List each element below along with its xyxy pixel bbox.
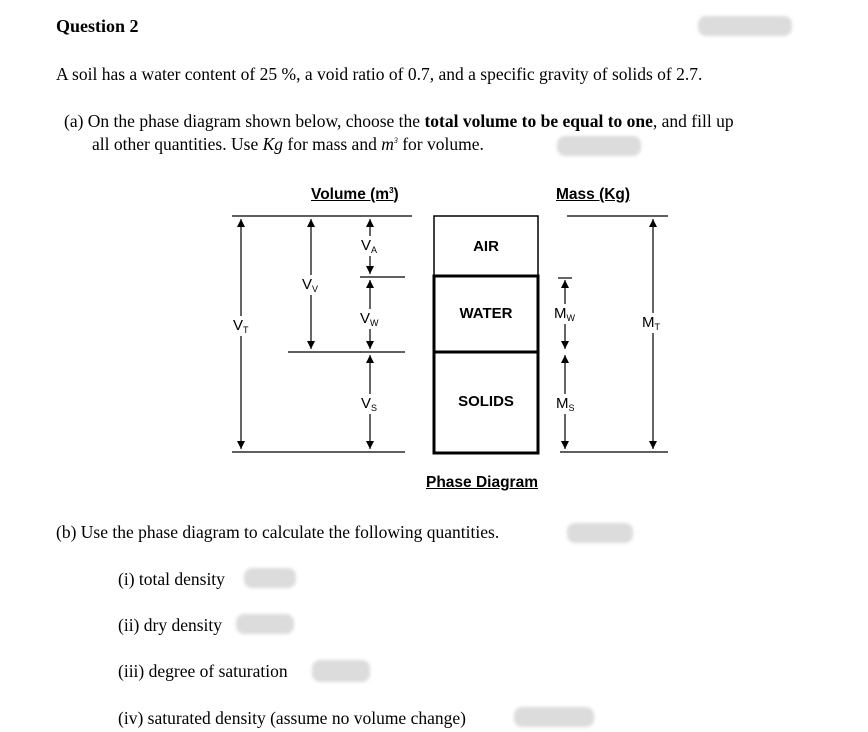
redaction-mark [236, 614, 294, 634]
va-label: $V_A$ [361, 237, 378, 255]
mw-label: $M_W$ [554, 305, 575, 323]
vs-label: $V_S$ [361, 395, 378, 413]
mt-label: $M_T$ [642, 314, 660, 332]
solids-label: SOLIDS [458, 393, 514, 410]
redaction-mark [312, 660, 370, 682]
part-a-line1: (a) On the phase diagram shown below, choose the total volume to be equal to one, and fill up [64, 111, 734, 131]
question-title: Question 2 [56, 16, 139, 36]
redaction-mark [514, 707, 594, 727]
part-b-item: (iii) degree of saturation [118, 661, 288, 681]
part-b-item: (i) total density [118, 569, 225, 589]
mass-header: Mass (Kg) [556, 186, 631, 203]
diagram-caption: Phase Diagram [426, 474, 538, 491]
vv-label: $V_V$ [302, 276, 319, 294]
vw-label: $V_W$ [360, 310, 379, 328]
redaction-mark [567, 523, 633, 543]
question-intro: A soil has a water content of 25 %, a void ratio of 0.7, and a specific gravity of solids of 2.7. [56, 64, 703, 84]
vt-label: $V_T$ [233, 317, 249, 335]
air-label: AIR [473, 238, 499, 255]
redaction-mark [244, 568, 296, 588]
water-label: WATER [459, 305, 513, 322]
part-a-line2: all other quantities. Use Kg for mass and $m^3$ for volume. [92, 134, 484, 154]
part-b-item: (ii) dry density [118, 615, 223, 635]
part-b-intro: (b) Use the phase diagram to calculate the following quantities. [56, 522, 500, 542]
ms-label: $M_S$ [556, 395, 575, 413]
part-b-item: (iv) saturated density (assume no volume change) [118, 708, 466, 728]
volume-header: Volume $(m^3)$ [311, 186, 399, 204]
